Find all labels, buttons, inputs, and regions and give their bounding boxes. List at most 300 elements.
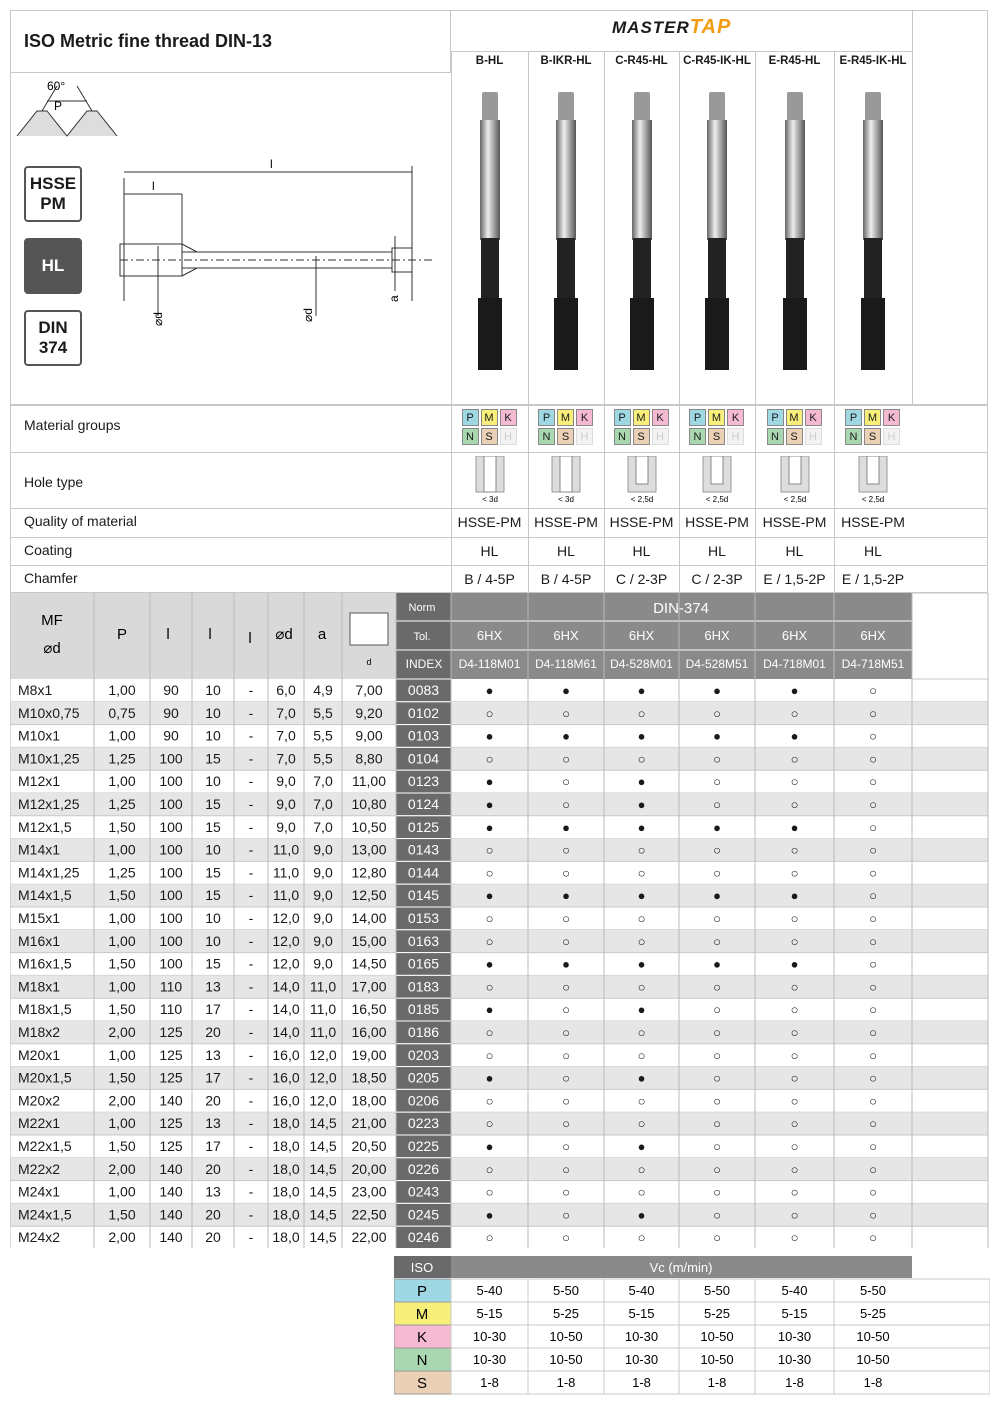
table-cell: ● — [637, 1070, 646, 1086]
table-cell: 9,0 — [276, 818, 296, 835]
table-cell: ● — [637, 888, 646, 904]
material-k-icon: K — [727, 409, 744, 426]
table-cell: ○ — [562, 1116, 570, 1132]
index-code: D4-718M51 — [841, 657, 905, 671]
table-cell: 13,00 — [351, 841, 387, 858]
material-n-icon: N — [689, 428, 706, 445]
table-cell: ○ — [713, 751, 721, 767]
table-cell: 2,00 — [108, 1024, 136, 1040]
table-cell: ○ — [869, 819, 877, 835]
material-h-icon: H — [652, 428, 669, 445]
material-p-icon: P — [462, 409, 479, 426]
chamfer-value: B / 4-5P — [540, 571, 592, 587]
table-cell: 20 — [205, 1024, 221, 1040]
hole-type-icon — [697, 456, 737, 506]
table-cell: 20,50 — [351, 1138, 387, 1154]
material-h-icon: H — [883, 428, 900, 445]
vc-value: 1-8 — [632, 1375, 651, 1390]
table-cell: 20 — [205, 1229, 221, 1246]
table-cell: 14,5 — [309, 1160, 337, 1177]
table-cell: ○ — [869, 1116, 877, 1132]
a-dim-label: d — [366, 657, 372, 667]
table-cell: ○ — [869, 842, 877, 858]
table-cell: ● — [562, 683, 570, 698]
table-cell: ○ — [869, 1002, 877, 1018]
table-cell: ○ — [869, 888, 877, 904]
table-cell: ○ — [562, 1184, 570, 1200]
table-cell: ● — [637, 1207, 646, 1223]
material-m-icon: M — [708, 409, 725, 426]
table-cell: - — [248, 1024, 254, 1040]
table-cell: 7,0 — [313, 773, 333, 790]
vc-value: 10-30 — [472, 1329, 507, 1344]
table-cell: 16,50 — [351, 1001, 387, 1018]
table-cell: ○ — [637, 1047, 646, 1063]
table-cell: ○ — [713, 1161, 721, 1177]
table-cell: ○ — [790, 911, 799, 926]
table-cell: ○ — [713, 1116, 721, 1132]
column-header: P — [116, 626, 128, 643]
coating-value: HL — [864, 543, 882, 559]
table-cell: ○ — [637, 842, 646, 858]
table-cell: ○ — [485, 842, 494, 858]
table-cell: 21,00 — [351, 1115, 387, 1132]
svg-text:< 2,5d: < 2,5d — [705, 495, 729, 504]
vc-value: 10-50 — [700, 1352, 734, 1367]
table-cell: ○ — [869, 1207, 877, 1223]
table-cell: ● — [485, 774, 494, 790]
tap-image-icon — [470, 92, 510, 392]
table-cell: 2,00 — [108, 1092, 136, 1109]
table-cell: 1,00 — [108, 1115, 136, 1132]
table-cell: 17 — [205, 1069, 221, 1086]
table-cell: 22,50 — [351, 1206, 387, 1223]
table-cell: 0163 — [407, 932, 440, 949]
row-stripe — [10, 884, 988, 907]
table-cell: ● — [562, 888, 570, 904]
table-cell: ○ — [485, 911, 494, 926]
table-cell: ○ — [713, 865, 721, 881]
table-cell: 0102 — [407, 704, 440, 721]
table-cell: 16,0 — [272, 1046, 300, 1063]
table-cell: ○ — [637, 1230, 646, 1246]
iso-group: P — [416, 1283, 428, 1300]
table-cell: M12x1,5 — [18, 818, 72, 835]
vc-value: 1-8 — [556, 1375, 576, 1390]
product-name: C-R45-IK-HL — [683, 55, 751, 67]
material-k-icon: K — [576, 409, 593, 426]
table-cell: - — [248, 955, 254, 972]
table-cell: 17 — [205, 1138, 221, 1154]
vc-value: 10-50 — [856, 1352, 890, 1367]
table-cell: M14x1,5 — [18, 887, 72, 904]
table-cell: ○ — [713, 911, 721, 926]
table-cell: M22x2 — [18, 1160, 61, 1177]
table-cell: 13 — [205, 1046, 221, 1063]
material-n-icon: N — [614, 428, 631, 445]
table-cell: 10 — [205, 932, 221, 949]
table-cell: 9,0 — [313, 864, 333, 881]
table-cell: 0183 — [407, 978, 440, 995]
table-cell: 11,00 — [352, 773, 386, 790]
svg-text:< 3d: < 3d — [558, 495, 574, 504]
table-cell: 18,0 — [272, 1183, 300, 1200]
table-cell: 9,00 — [355, 727, 383, 744]
table-cell: 1,00 — [108, 978, 136, 995]
table-cell: 1,50 — [108, 1138, 136, 1154]
table-cell: 7,0 — [276, 750, 296, 767]
table-cell: ○ — [562, 1025, 570, 1040]
material-s-icon: S — [557, 428, 574, 445]
table-cell: - — [248, 682, 254, 698]
material-group-icons — [614, 409, 674, 449]
table-cell: - — [248, 1183, 254, 1200]
table-cell: ○ — [485, 865, 494, 881]
table-cell: 1,50 — [108, 887, 136, 904]
table-cell: 0225 — [407, 1138, 440, 1154]
table-cell: 0185 — [407, 1001, 440, 1018]
table-cell: 100 — [159, 955, 183, 972]
table-cell: 125 — [159, 1024, 183, 1040]
vc-value: 5-40 — [476, 1283, 503, 1298]
table-cell: - — [248, 887, 254, 904]
table-cell: ● — [485, 797, 494, 812]
row-stripe — [10, 793, 988, 816]
table-cell: ○ — [562, 865, 570, 881]
table-cell: ○ — [790, 979, 799, 995]
table-cell: 11,0 — [309, 1001, 337, 1018]
material-m-icon: M — [481, 409, 498, 426]
table-cell: 15 — [205, 955, 221, 972]
table-cell: ● — [562, 956, 570, 972]
material-m-icon: M — [864, 409, 881, 426]
angle-label: 60° — [47, 79, 66, 93]
hole-type-icon — [622, 456, 662, 506]
column-header: ⌀d — [43, 640, 61, 657]
table-cell: ○ — [869, 705, 877, 721]
vc-value: 10-30 — [777, 1352, 812, 1367]
tap-image-icon — [697, 92, 737, 392]
product-name: E-R45-IK-HL — [839, 55, 907, 67]
chamfer-value: E / 1,5-2P — [763, 571, 826, 587]
table-cell: 15 — [205, 750, 221, 767]
table-cell: 125 — [159, 1138, 183, 1154]
vc-table-svg — [394, 1256, 990, 1396]
table-cell: 110 — [159, 1001, 183, 1018]
table-cell: 90 — [163, 682, 179, 698]
table-cell: ○ — [637, 865, 646, 881]
table-cell: 12,0 — [272, 932, 300, 949]
table-cell: M24x1,5 — [18, 1206, 72, 1223]
table-cell: 16,0 — [272, 1092, 300, 1109]
property-label: Quality of material — [24, 513, 137, 529]
table-cell: 1,50 — [108, 1001, 136, 1018]
table-cell: ○ — [562, 1230, 570, 1246]
table-cell: 100 — [159, 864, 183, 881]
table-cell: ○ — [562, 1207, 570, 1223]
table-cell: 0206 — [407, 1092, 440, 1109]
table-cell: - — [248, 1001, 254, 1018]
table-cell: M15x1 — [18, 910, 61, 926]
table-cell: 0144 — [407, 864, 440, 881]
table-cell: ○ — [790, 1002, 799, 1018]
vc-value: 5-15 — [628, 1306, 655, 1321]
table-cell: 12,0 — [309, 1046, 337, 1063]
svg-text:< 2,5d: < 2,5d — [783, 495, 806, 504]
table-cell: 2,00 — [108, 1229, 136, 1246]
table-cell: 11,0 — [309, 1024, 337, 1040]
tap-image-icon — [853, 92, 893, 392]
table-cell: - — [248, 818, 254, 835]
chamfer-value: E / 1,5-2P — [841, 571, 905, 587]
table-cell: 9,0 — [313, 932, 333, 949]
table-cell: - — [248, 1160, 254, 1177]
table-cell: ○ — [869, 956, 877, 972]
table-cell: ○ — [713, 774, 721, 790]
chamfer-value: B / 4-5P — [464, 571, 515, 587]
table-cell: M20x1,5 — [18, 1069, 72, 1086]
index-code: D4-528M51 — [685, 657, 749, 671]
table-cell: 15 — [205, 887, 221, 904]
table-cell: ○ — [637, 1161, 646, 1177]
material-s-icon: S — [481, 428, 498, 445]
table-cell: 5,5 — [313, 727, 333, 744]
column-header: l — [248, 630, 252, 647]
table-cell: 0243 — [407, 1183, 440, 1200]
table-cell: M24x2 — [18, 1229, 61, 1246]
row-stripe — [10, 1021, 988, 1044]
tol-value: 6HX — [704, 628, 730, 643]
table-cell: M10x1,25 — [18, 750, 80, 767]
table-cell: ● — [485, 1139, 494, 1154]
table-cell: 12,0 — [309, 1092, 337, 1109]
row-stripe — [10, 839, 988, 862]
index-code: D4-118M61 — [535, 657, 597, 671]
table-cell: 9,0 — [313, 955, 333, 972]
table-cell: ○ — [790, 1025, 799, 1040]
table-cell: 13 — [205, 1183, 221, 1200]
coating-value: HL — [480, 543, 499, 559]
table-cell: 0203 — [407, 1046, 440, 1063]
table-cell: 1,00 — [108, 682, 136, 698]
table-cell: 1,00 — [108, 1183, 136, 1200]
table-cell: ○ — [562, 705, 570, 721]
material-k-icon: K — [652, 409, 669, 426]
table-cell: ○ — [713, 797, 721, 812]
table-cell: M10x1 — [18, 727, 61, 744]
table-cell: ○ — [485, 1116, 494, 1132]
vc-value: 10-30 — [777, 1329, 812, 1344]
table-cell: 16,00 — [351, 1024, 387, 1040]
table-cell: ○ — [713, 1002, 721, 1018]
material-k-icon: K — [805, 409, 822, 426]
table-cell: ○ — [713, 1139, 721, 1154]
table-cell: 0153 — [407, 910, 440, 926]
thread-profile-icon — [17, 86, 117, 136]
table-cell: ○ — [637, 1116, 646, 1132]
table-cell: 0165 — [407, 955, 440, 972]
table-cell: 100 — [159, 910, 183, 926]
material-h-icon: H — [576, 428, 593, 445]
table-cell: - — [248, 1206, 254, 1223]
table-cell: ● — [637, 956, 646, 972]
table-cell: - — [248, 1069, 254, 1086]
table-cell: ● — [637, 797, 646, 812]
table-cell: ● — [637, 1002, 646, 1018]
table-cell: 5,5 — [313, 750, 333, 767]
table-cell: 9,0 — [313, 887, 333, 904]
table-cell: ● — [713, 728, 721, 744]
table-cell: ○ — [562, 1047, 570, 1063]
table-cell: 1,00 — [108, 773, 136, 790]
iso-group: S — [416, 1375, 428, 1392]
table-cell: ○ — [562, 797, 570, 812]
table-cell: 9,0 — [276, 773, 296, 790]
iso-label: ISO — [410, 1260, 434, 1275]
property-label: Material groups — [24, 417, 121, 433]
table-cell: M14x1 — [18, 841, 61, 858]
table-cell: 10 — [205, 682, 221, 698]
row-stripe — [10, 1067, 988, 1090]
table-cell: 7,0 — [313, 818, 333, 835]
table-cell: ● — [790, 956, 799, 972]
table-cell: 1,25 — [108, 864, 136, 881]
table-cell: 125 — [159, 1115, 183, 1132]
table-cell: 7,0 — [313, 796, 333, 812]
table-cell: ● — [485, 683, 494, 698]
table-cell: 18,0 — [272, 1115, 300, 1132]
table-cell: 20 — [205, 1206, 221, 1223]
table-cell: 20 — [205, 1092, 221, 1109]
hole-type-icon — [470, 456, 510, 506]
table-cell: - — [248, 932, 254, 949]
table-cell: ● — [790, 683, 799, 698]
svg-text:< 3d: < 3d — [481, 495, 498, 504]
material-p-icon: P — [538, 409, 555, 426]
table-cell: 15 — [205, 864, 221, 881]
table-cell: 100 — [159, 750, 183, 767]
norm-label: Norm — [408, 602, 436, 614]
product-name: E-R45-HL — [768, 55, 821, 67]
table-cell: ○ — [790, 1093, 799, 1109]
a-label: a — [387, 295, 401, 302]
coating-value: HL — [785, 543, 804, 559]
table-cell: 90 — [163, 727, 179, 744]
vc-value: 5-15 — [781, 1306, 808, 1321]
svg-text:< 2,5d: < 2,5d — [861, 495, 885, 504]
table-cell: ○ — [713, 1184, 721, 1200]
table-cell: 18,50 — [351, 1069, 387, 1086]
table-cell: ● — [485, 888, 494, 904]
product-name: B-HL — [475, 55, 504, 67]
vc-value: 1-8 — [863, 1375, 883, 1390]
table-cell: ○ — [713, 842, 721, 858]
vc-value: 1-8 — [480, 1375, 499, 1390]
table-cell: 14,5 — [309, 1115, 337, 1132]
table-cell: 1,00 — [108, 932, 136, 949]
d2-label: ⌀d — [301, 308, 315, 322]
table-cell: ○ — [869, 1184, 877, 1200]
table-cell: M20x2 — [18, 1092, 61, 1109]
table-cell: 11,0 — [309, 978, 337, 995]
table-cell: 125 — [159, 1046, 183, 1063]
hsse-pm-badge: HSSE PM — [24, 166, 82, 222]
row-stripe — [10, 702, 988, 725]
row-stripe — [10, 1112, 988, 1135]
table-cell: ○ — [869, 979, 877, 995]
table-cell: M18x2 — [18, 1024, 61, 1040]
table-cell: 0226 — [407, 1160, 440, 1177]
table-cell: 0245 — [407, 1206, 440, 1223]
table-cell: 1,25 — [108, 750, 136, 767]
table-cell: ○ — [562, 1070, 570, 1086]
table-cell: ○ — [790, 705, 799, 721]
table-cell: ○ — [869, 1093, 877, 1109]
table-cell: 14,5 — [309, 1183, 337, 1200]
table-cell: - — [248, 1092, 254, 1109]
chamfer-value: C / 2-3P — [615, 571, 668, 587]
table-cell: 13 — [205, 1115, 221, 1132]
table-cell: 6,0 — [276, 682, 296, 698]
vc-value: 5-40 — [781, 1283, 808, 1298]
table-cell: ○ — [562, 933, 570, 949]
table-cell: ● — [485, 1070, 494, 1086]
column-header: MF — [41, 612, 63, 629]
table-cell: ○ — [637, 705, 646, 721]
table-cell: ● — [637, 819, 646, 835]
material-p-icon: P — [689, 409, 706, 426]
table-cell: ○ — [869, 1161, 877, 1177]
table-cell: 90 — [163, 704, 179, 721]
table-cell: ● — [713, 819, 721, 835]
table-cell: 1,50 — [108, 1069, 136, 1086]
table-cell: - — [248, 1229, 254, 1246]
table-cell: 14,5 — [309, 1229, 337, 1246]
table-cell: - — [248, 864, 254, 881]
table-cell: 140 — [159, 1160, 183, 1177]
table-cell: ○ — [790, 865, 799, 881]
table-cell: - — [248, 1115, 254, 1132]
table-cell: 18,0 — [272, 1160, 300, 1177]
table-cell: - — [248, 727, 254, 744]
table-cell: 12,80 — [351, 864, 387, 881]
table-cell: 17,00 — [351, 978, 387, 995]
table-cell: ○ — [485, 1230, 494, 1246]
table-cell: ○ — [637, 979, 646, 995]
table-cell: ○ — [562, 1161, 570, 1177]
table-cell: ○ — [637, 1093, 646, 1109]
column-header: ⌀d — [275, 626, 293, 643]
table-cell: M22x1 — [18, 1115, 61, 1132]
table-cell: ○ — [713, 1093, 721, 1109]
table-cell: 14,5 — [309, 1138, 337, 1154]
vc-value: 10-50 — [549, 1352, 583, 1367]
table-cell: 0104 — [407, 750, 440, 767]
column-header: l — [166, 626, 170, 643]
table-cell: 0125 — [407, 818, 440, 835]
material-s-icon: S — [708, 428, 725, 445]
table-cell: 100 — [159, 773, 183, 790]
table-cell: ● — [637, 728, 646, 744]
index-code: D4-118M01 — [458, 657, 521, 671]
tol-value: 6HX — [781, 628, 808, 643]
table-cell: ○ — [637, 1184, 646, 1200]
table-cell: ○ — [790, 797, 799, 812]
table-cell: ● — [562, 728, 570, 744]
table-cell: ● — [713, 956, 721, 972]
table-cell: 7,0 — [276, 727, 296, 744]
table-cell: 0223 — [407, 1115, 440, 1132]
